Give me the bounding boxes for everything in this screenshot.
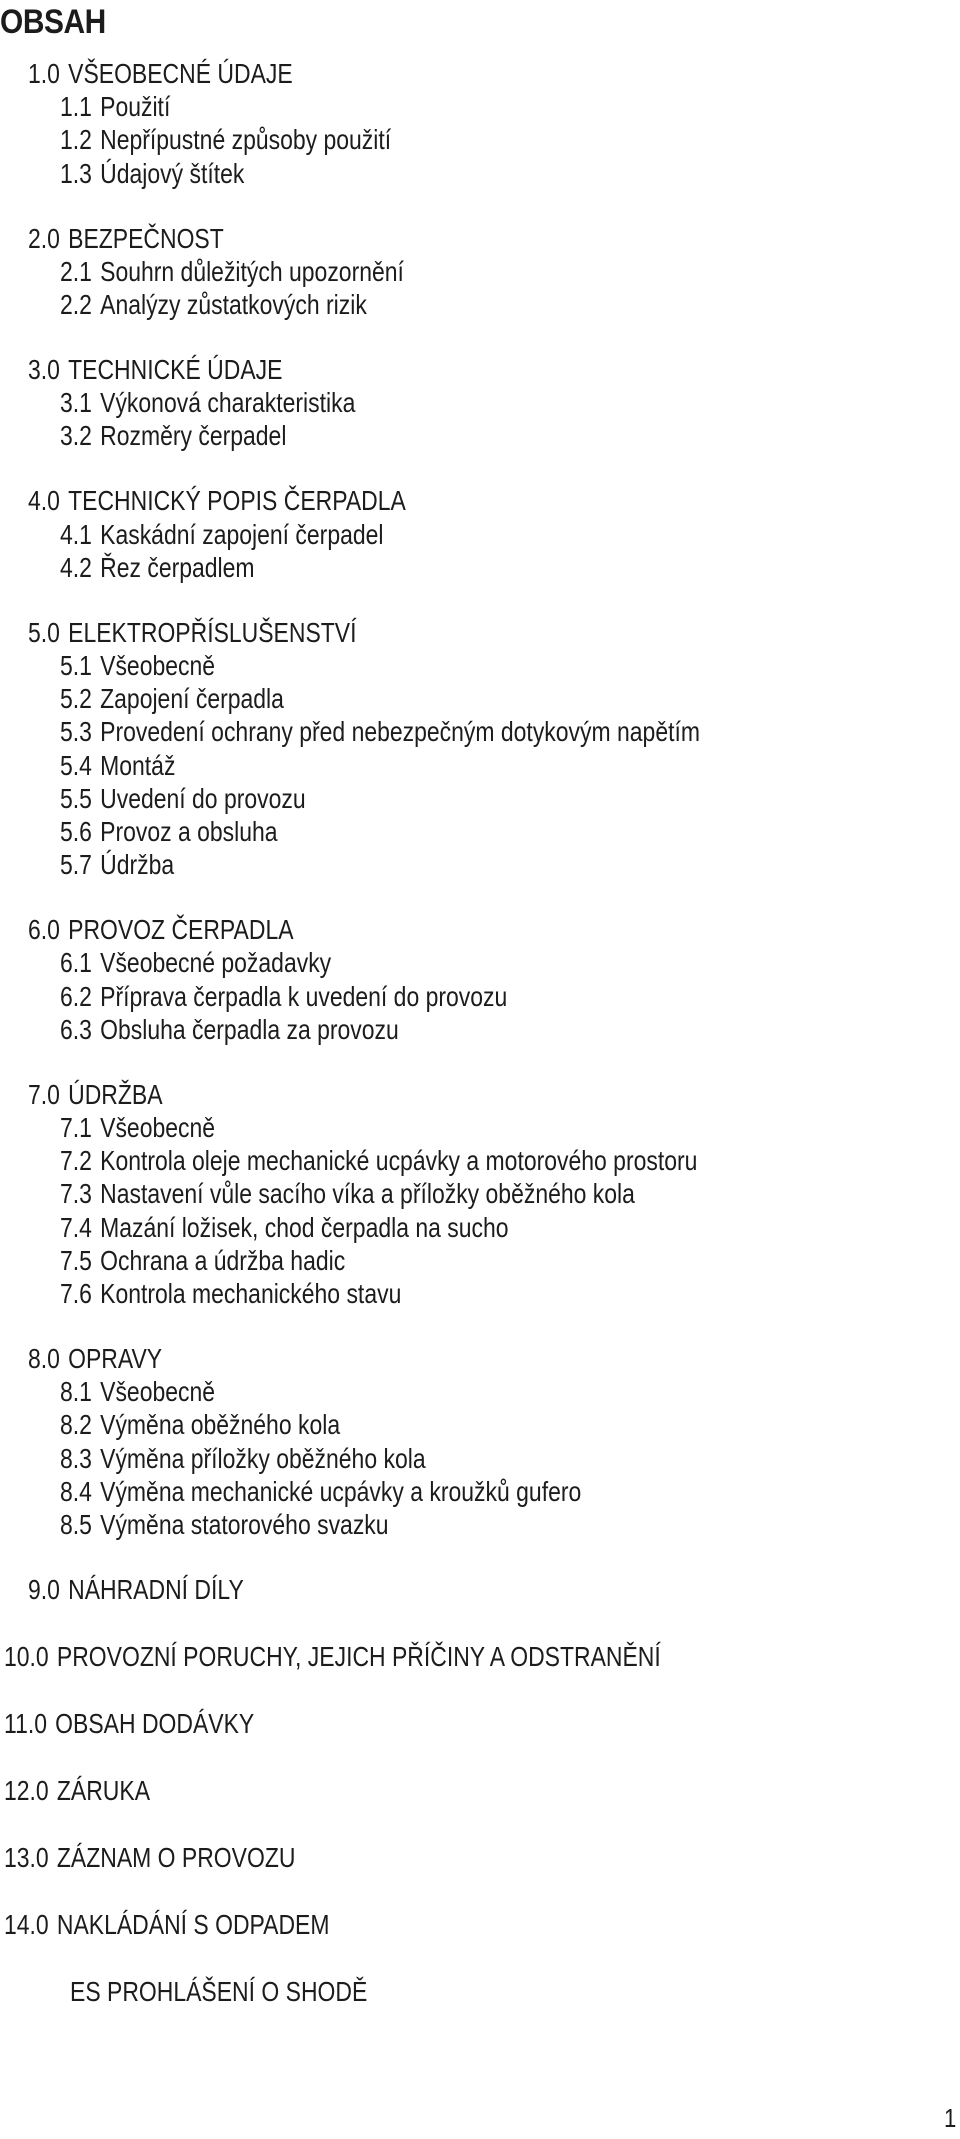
page-number: 1 bbox=[944, 2103, 957, 2133]
toc-subsection-number: 5.2 bbox=[60, 683, 92, 715]
toc-subsection-label: Výkonová charakteristika bbox=[100, 387, 356, 419]
toc-subsection[interactable] bbox=[60, 848, 174, 882]
toc-subsection-number: 8.2 bbox=[60, 1409, 92, 1441]
toc-subsection-label: Provedení ochrany před nebezpečným dotykovým napětím bbox=[100, 716, 700, 748]
toc-subsection-label: Údajový štítek bbox=[100, 157, 245, 189]
toc-subsection-number: 2.1 bbox=[60, 255, 92, 287]
toc-subsection-number: 7.1 bbox=[60, 1112, 92, 1143]
toc-subsection-label: Příprava čerpadla k uvedení do provozu bbox=[100, 980, 508, 1012]
toc-section-number: 2.0 bbox=[28, 222, 60, 254]
toc-subsection-number: 5.6 bbox=[60, 816, 92, 847]
toc-section-label: PROVOZ ČERPADLA bbox=[68, 914, 294, 946]
toc-section[interactable] bbox=[28, 1078, 163, 1112]
toc-subsection-label: Rozměry čerpadel bbox=[100, 420, 287, 452]
toc-subsection-number: 5.1 bbox=[60, 650, 92, 681]
toc-subsection-label: Nepřípustné způsoby použití bbox=[100, 124, 392, 156]
toc-section-number: 11.0 bbox=[4, 1708, 47, 1739]
toc-subsection-label: Analýzy zůstatkových rizik bbox=[100, 289, 367, 320]
toc-subsection-number: 1.2 bbox=[60, 124, 92, 156]
toc-subsection-number: 5.3 bbox=[60, 716, 92, 748]
toc-subsection[interactable] bbox=[60, 123, 391, 157]
toc-section-label: ZÁRUKA bbox=[56, 1775, 151, 1806]
toc-subsection-number: 5.5 bbox=[60, 782, 92, 814]
toc-subsection[interactable] bbox=[60, 1442, 426, 1476]
toc-subsection[interactable] bbox=[60, 1177, 635, 1211]
toc-subsection-label: Výměna statorového svazku bbox=[100, 1509, 389, 1540]
toc-subsection[interactable] bbox=[60, 1408, 340, 1442]
toc-subsection-number: 4.1 bbox=[60, 518, 92, 550]
toc-section-number: 14.0 bbox=[4, 1909, 49, 1940]
toc-section-number: 4.0 bbox=[28, 485, 60, 517]
toc-subsection-label: Všeobecně bbox=[100, 1112, 216, 1143]
toc-section-label: ZÁZNAM O PROVOZU bbox=[56, 1842, 296, 1873]
toc-subsection[interactable] bbox=[60, 1277, 401, 1311]
toc-subsection-label: Ochrana a údržba hadic bbox=[100, 1244, 346, 1276]
toc-subsection[interactable] bbox=[60, 946, 331, 980]
toc-subsection[interactable] bbox=[60, 288, 367, 322]
toc-section-label: TECHNICKÝ POPIS ČERPADLA bbox=[68, 485, 406, 517]
toc-section-number: 9.0 bbox=[28, 1574, 60, 1605]
toc-section-label: NAKLÁDÁNÍ S ODPADEM bbox=[56, 1909, 330, 1940]
toc-subsection-label: Souhrn důležitých upozornění bbox=[100, 255, 404, 287]
toc-subsection[interactable] bbox=[60, 1013, 399, 1047]
toc-section[interactable] bbox=[28, 353, 282, 387]
toc-subsection-label: Obsluha čerpadla za provozu bbox=[100, 1013, 399, 1045]
toc-subsection-number: 3.1 bbox=[60, 387, 92, 419]
toc-subsection[interactable] bbox=[60, 1244, 345, 1278]
toc-subsection-label: Použití bbox=[100, 91, 171, 123]
toc-subsection[interactable] bbox=[60, 157, 244, 191]
toc-subsection[interactable] bbox=[60, 1375, 215, 1409]
toc-subsection-number: 6.1 bbox=[60, 947, 92, 979]
toc-subsection-label: Údržba bbox=[100, 849, 175, 881]
toc-subsection-label: Výměna mechanické ucpávky a kroužků gufero bbox=[100, 1475, 582, 1507]
toc-subsection[interactable] bbox=[60, 386, 355, 420]
toc-subsection-number: 8.1 bbox=[60, 1376, 92, 1408]
toc-subsection-number: 8.4 bbox=[60, 1475, 92, 1507]
toc-subsection-number: 2.2 bbox=[60, 289, 92, 320]
toc-subsection-number: 1.1 bbox=[60, 91, 92, 123]
toc-section-number: 6.0 bbox=[28, 914, 60, 946]
toc-subsection-label: Mazání ložisek, chod čerpadla na sucho bbox=[100, 1211, 509, 1243]
toc-subsection[interactable] bbox=[60, 419, 286, 453]
toc-subsection[interactable] bbox=[60, 1475, 581, 1509]
toc-subsection-label: Všeobecně bbox=[100, 650, 216, 681]
toc-subsection-number: 8.3 bbox=[60, 1442, 92, 1474]
toc-subsection-label: Výměna oběžného kola bbox=[100, 1409, 341, 1441]
toc-subsection-number: 7.4 bbox=[60, 1211, 92, 1243]
toc-section[interactable] bbox=[28, 222, 224, 256]
toc-section[interactable] bbox=[70, 1975, 367, 2009]
toc-subsection-label: Nastavení vůle sacího víka a příložky oběžného kola bbox=[100, 1178, 635, 1210]
page-title: OBSAH bbox=[0, 3, 106, 41]
toc-subsection-number: 5.7 bbox=[60, 849, 92, 881]
toc-section-label: PROVOZNÍ PORUCHY, JEJICH PŘÍČINY A ODSTRANĚNÍ bbox=[56, 1641, 661, 1672]
toc-subsection-number: 6.2 bbox=[60, 980, 92, 1012]
toc-subsection[interactable] bbox=[60, 90, 170, 124]
toc-section-label: VŠEOBECNÉ ÚDAJE bbox=[68, 58, 293, 89]
toc-section-number: 10.0 bbox=[4, 1641, 49, 1672]
toc-section[interactable] bbox=[4, 1841, 295, 1875]
toc-section-number: 13.0 bbox=[4, 1842, 49, 1873]
toc-section[interactable] bbox=[28, 1342, 162, 1376]
toc-subsection-label: Uvedení do provozu bbox=[100, 782, 306, 814]
toc-section[interactable] bbox=[28, 616, 356, 650]
toc-section-number: 7.0 bbox=[28, 1078, 60, 1110]
toc-section-label: ÚDRŽBA bbox=[68, 1078, 163, 1110]
toc-section[interactable] bbox=[28, 57, 293, 91]
toc-section-number: 1.0 bbox=[28, 58, 60, 89]
toc-section-number: 8.0 bbox=[28, 1343, 60, 1374]
toc-subsection[interactable] bbox=[60, 682, 284, 716]
toc-subsection[interactable] bbox=[60, 1144, 697, 1178]
toc-subsection-number: 7.5 bbox=[60, 1244, 92, 1276]
toc-section-label: OBSAH DODÁVKY bbox=[55, 1708, 255, 1739]
toc-subsection-label: Zapojení čerpadla bbox=[100, 683, 284, 715]
toc-subsection-number: 1.3 bbox=[60, 157, 92, 189]
toc-section[interactable] bbox=[4, 1908, 330, 1942]
toc-section[interactable] bbox=[4, 1640, 661, 1674]
toc-subsection-label: Kontrola mechanického stavu bbox=[100, 1278, 402, 1309]
toc-section[interactable] bbox=[4, 1707, 254, 1741]
toc-subsection-number: 8.5 bbox=[60, 1509, 92, 1540]
toc-section-label: NÁHRADNÍ DÍLY bbox=[68, 1574, 244, 1605]
toc-subsection-label: Montáž bbox=[100, 749, 176, 781]
toc-section-number: 3.0 bbox=[28, 354, 60, 385]
toc-subsection-label: Všeobecné požadavky bbox=[100, 947, 332, 979]
toc-section[interactable] bbox=[28, 913, 294, 947]
toc-subsection-number: 5.4 bbox=[60, 749, 92, 781]
toc-subsection[interactable] bbox=[60, 782, 306, 816]
toc-subsection-label: Všeobecně bbox=[100, 1376, 216, 1408]
toc-section[interactable] bbox=[28, 484, 406, 518]
toc-subsection-label: Kaskádní zapojení čerpadel bbox=[100, 518, 384, 550]
toc-subsection-number: 7.6 bbox=[60, 1278, 92, 1309]
toc-subsection[interactable] bbox=[60, 1111, 215, 1145]
toc-section-label: ELEKTROPŘÍSLUŠENSTVÍ bbox=[68, 616, 357, 648]
toc-subsection-label: Řez čerpadlem bbox=[100, 551, 255, 583]
toc-section[interactable] bbox=[28, 1573, 244, 1607]
toc-subsection-number: 7.3 bbox=[60, 1178, 92, 1210]
toc-section-label: TECHNICKÉ ÚDAJE bbox=[68, 354, 283, 385]
toc-subsection-label: Kontrola oleje mechanické ucpávky a motorového prostoru bbox=[100, 1145, 698, 1177]
toc-section-label: OPRAVY bbox=[68, 1343, 163, 1374]
toc-subsection-number: 7.2 bbox=[60, 1145, 92, 1177]
toc-subsection[interactable] bbox=[60, 518, 384, 552]
toc-section-label: BEZPEČNOST bbox=[68, 222, 224, 254]
toc-subsection-number: 4.2 bbox=[60, 551, 92, 583]
toc-subsection[interactable] bbox=[60, 649, 215, 683]
toc-section-number: 5.0 bbox=[28, 616, 60, 648]
toc-subsection-number: 6.3 bbox=[60, 1013, 92, 1045]
toc-subsection[interactable] bbox=[60, 551, 255, 585]
toc-subsection-label: Provoz a obsluha bbox=[100, 816, 278, 847]
toc-subsection[interactable] bbox=[60, 255, 404, 289]
toc-subsection[interactable] bbox=[60, 715, 700, 749]
toc-subsection[interactable] bbox=[60, 1211, 509, 1245]
toc-subsection[interactable] bbox=[60, 815, 278, 849]
toc-subsection[interactable] bbox=[60, 1508, 389, 1542]
toc-subsection[interactable] bbox=[60, 749, 175, 783]
toc-subsection-label: Výměna příložky oběžného kola bbox=[100, 1442, 426, 1474]
toc-section[interactable] bbox=[4, 1774, 150, 1808]
toc-section-number: 12.0 bbox=[4, 1775, 49, 1806]
toc-section-label: ES PROHLÁŠENÍ O SHODĚ bbox=[70, 1976, 368, 2007]
toc-subsection[interactable] bbox=[60, 980, 507, 1014]
toc-subsection-number: 3.2 bbox=[60, 420, 92, 452]
